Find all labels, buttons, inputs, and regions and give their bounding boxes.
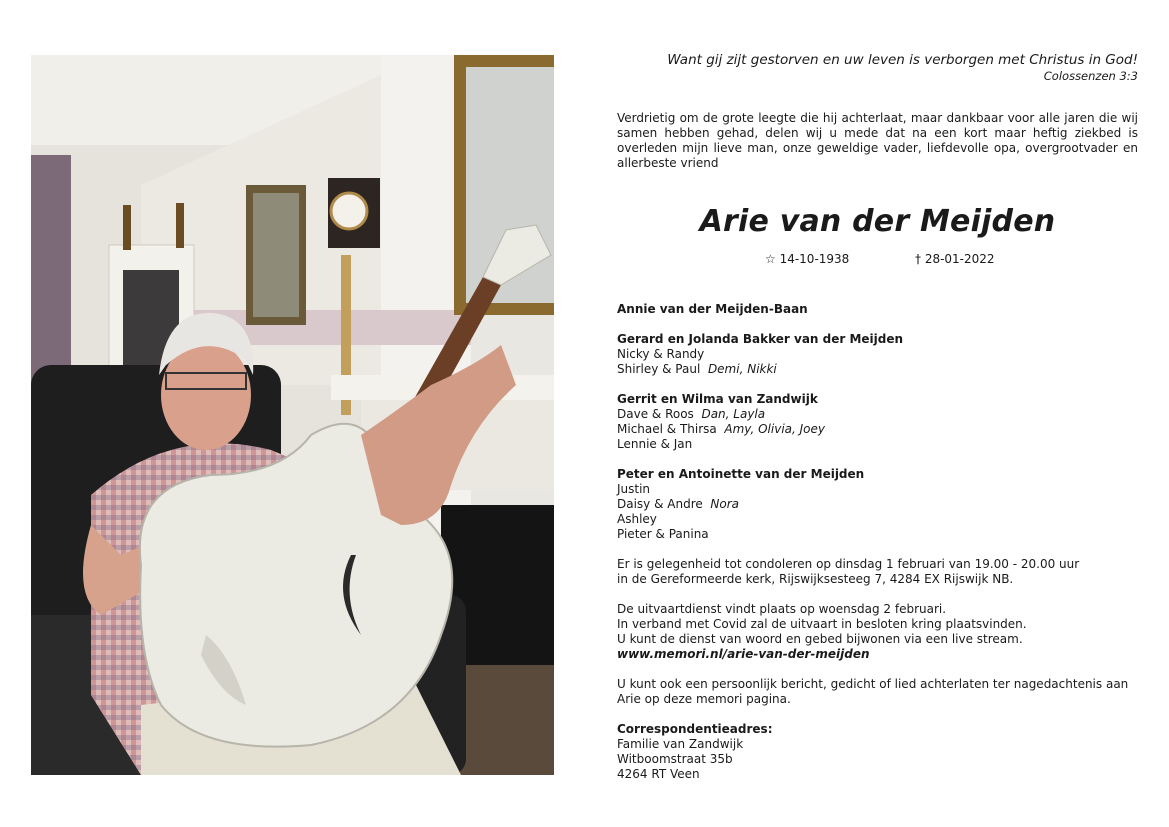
portrait-illustration	[31, 55, 554, 775]
family-line-names: Lennie & Jan	[617, 437, 693, 451]
service-line: U kunt de dienst van woord en gebed bijwonen via een live stream.	[617, 632, 1023, 646]
family-line-names: Justin	[617, 482, 651, 496]
memori-line: U kunt ook een persoonlijk bericht, gedicht of lied achterlaten ter nagedachtenis aan	[617, 677, 1129, 691]
family-group	[617, 392, 1138, 452]
family-line-names: Dave & Roos	[617, 407, 694, 421]
family-line-kids: Amy, Olivia, Joey	[724, 422, 825, 436]
condolence-info	[617, 557, 1138, 587]
address-line: Familie van Zandwijk	[617, 737, 744, 751]
family-parents: Peter en Antoinette van der Meijden	[617, 467, 865, 481]
address-line: Witboomstraat 35b	[617, 752, 733, 766]
family-line-names: Shirley & Paul	[617, 362, 701, 376]
birth-date: ☆ 14-10-1938	[765, 252, 850, 266]
family-line	[617, 497, 1138, 512]
correspondence-heading: Correspondentieadres:	[617, 722, 773, 736]
family-parents: Gerard en Jolanda Bakker van der Meijden	[617, 332, 904, 346]
family-line	[617, 347, 1138, 362]
family-group	[617, 332, 1138, 377]
condolence-line: in de Gereformeerde kerk, Rijswijksesteeg 7, 4284 EX Rijswijk NB.	[617, 572, 1014, 586]
life-dates	[617, 252, 1138, 268]
family-line	[617, 482, 1138, 497]
obituary-text	[617, 52, 1138, 782]
family-list	[617, 302, 1138, 542]
bible-verse: Want gij zijt gestorven en uw leven is verborgen met Christus in God!	[667, 52, 1138, 68]
family-line	[617, 407, 1138, 422]
deceased-name: Arie van der Meijden	[699, 204, 1056, 239]
family-line	[617, 512, 1138, 527]
spouse-name: Annie van der Meijden-Baan	[617, 302, 808, 316]
family-line	[617, 422, 1138, 437]
death-date: † 28-01-2022	[915, 252, 995, 266]
family-line-kids: Nora	[710, 497, 740, 511]
family-line	[617, 362, 1138, 377]
memori-info	[617, 677, 1138, 707]
condolence-line: Er is gelegenheid tot condoleren op dinsdag 1 februari van 19.00 - 20.00 uur	[617, 557, 1080, 571]
family-line-names: Pieter & Panina	[617, 527, 709, 541]
family-parents: Gerrit en Wilma van Zandwijk	[617, 392, 818, 406]
memori-line: Arie op deze memori pagina.	[617, 692, 791, 706]
family-line-names: Ashley	[617, 512, 657, 526]
family-line-names: Nicky & Randy	[617, 347, 705, 361]
service-line: De uitvaartdienst vindt plaats op woensdag 2 februari.	[617, 602, 947, 616]
portrait-photo	[31, 55, 554, 775]
family-line	[617, 437, 1138, 452]
family-line-names: Daisy & Andre	[617, 497, 703, 511]
service-info	[617, 602, 1138, 662]
verse-reference: Colossenzen 3:3	[1043, 69, 1138, 83]
family-line	[617, 527, 1138, 542]
memori-link[interactable]: www.memori.nl/arie-van-der-meijden	[617, 647, 870, 661]
correspondence-address	[617, 722, 1138, 782]
intro-paragraph: Verdrietig om de grote leegte die hij achterlaat, maar dankbaar voor alle jaren die wij samen hebben gehad, delen wij u mede dat na een kort maar heftig ziekbed is overleden mijn lieve man, onze geweldige vader, liefdevolle opa, overgrootvader en allerbeste vriend	[617, 111, 1138, 170]
family-group	[617, 467, 1138, 542]
family-line-kids: Demi, Nikki	[707, 362, 777, 376]
family-line-kids: Dan, Layla	[701, 407, 766, 421]
address-line: 4264 RT Veen	[617, 767, 700, 781]
service-line: In verband met Covid zal de uitvaart in besloten kring plaatsvinden.	[617, 617, 1027, 631]
family-line-names: Michael & Thirsa	[617, 422, 717, 436]
